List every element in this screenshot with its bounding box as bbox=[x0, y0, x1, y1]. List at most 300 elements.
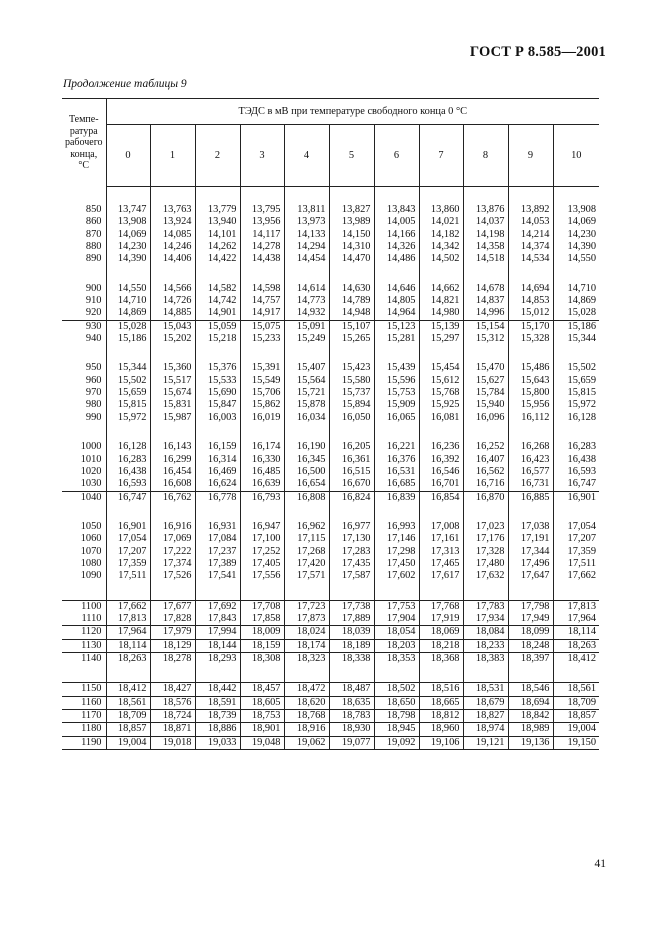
emf-value-cell: 14,821 bbox=[419, 295, 463, 307]
emf-value-cell: 15,407 bbox=[284, 362, 329, 374]
emf-value-cell: 17,587 bbox=[329, 570, 374, 582]
table-row bbox=[62, 478, 599, 491]
emf-value-cell: 15,753 bbox=[374, 387, 419, 399]
emf-value-cell: 14,486 bbox=[374, 253, 419, 265]
emf-value-cell: 15,909 bbox=[374, 399, 419, 411]
emf-value-cell: 16,901 bbox=[553, 491, 599, 504]
emf-value-cell: 16,283 bbox=[553, 441, 599, 453]
temperature-cell: 970 bbox=[85, 387, 102, 399]
table-row bbox=[62, 441, 599, 453]
emf-value-cell: 18,871 bbox=[150, 723, 195, 736]
column-header-0: 0 bbox=[106, 125, 150, 187]
emf-value-cell: 18,783 bbox=[329, 710, 374, 723]
emf-value-cell: 16,190 bbox=[284, 441, 329, 453]
emf-value-cell: 18,561 bbox=[553, 683, 599, 696]
emf-value-cell: 16,019 bbox=[240, 412, 284, 424]
emf-value-cell: 17,069 bbox=[150, 533, 195, 545]
emf-value-cell: 16,283 bbox=[106, 454, 150, 466]
emf-value-cell: 14,518 bbox=[463, 253, 508, 265]
emf-value-cell: 14,150 bbox=[329, 229, 374, 241]
emf-value-cell: 15,139 bbox=[419, 320, 463, 333]
emf-value-cell: 16,034 bbox=[284, 412, 329, 424]
emf-value-cell: 18,174 bbox=[284, 639, 329, 652]
emf-value-cell: 18,129 bbox=[150, 639, 195, 652]
emf-value-cell: 18,293 bbox=[195, 652, 240, 665]
emf-value-cell: 16,793 bbox=[240, 491, 284, 504]
emf-value-cell: 16,977 bbox=[329, 521, 374, 533]
emf-value-cell: 16,376 bbox=[374, 454, 419, 466]
emf-value-cell: 16,808 bbox=[284, 491, 329, 504]
emf-value-cell: 15,627 bbox=[463, 375, 508, 387]
emf-value-cell: 17,798 bbox=[508, 600, 553, 613]
emf-value-cell: 17,435 bbox=[329, 558, 374, 570]
emf-value-cell: 15,470 bbox=[463, 362, 508, 374]
table-row bbox=[62, 710, 599, 723]
temperature-cell: 1140 bbox=[62, 652, 106, 665]
emf-value-cell: 18,263 bbox=[106, 652, 150, 665]
emf-value-cell: 15,517 bbox=[150, 375, 195, 387]
emf-value-cell: 18,842 bbox=[508, 710, 553, 723]
emf-value-cell: 16,639 bbox=[240, 478, 284, 491]
emf-value-cell: 18,412 bbox=[106, 683, 150, 696]
emf-value-cell: 15,502 bbox=[106, 375, 150, 387]
emf-value-cell: 16,885 bbox=[508, 491, 553, 504]
emf-value-cell: 18,989 bbox=[508, 723, 553, 736]
emf-value-cell: 17,511 bbox=[106, 570, 150, 582]
emf-value-cell: 17,602 bbox=[374, 570, 419, 582]
emf-value-cell: 14,358 bbox=[463, 241, 508, 253]
emf-value-cell: 15,674 bbox=[150, 387, 195, 399]
table-row bbox=[62, 333, 599, 345]
emf-value-cell: 14,117 bbox=[240, 229, 284, 241]
emf-value-cell: 15,987 bbox=[150, 412, 195, 424]
emf-value-cell: 18,218 bbox=[419, 639, 463, 652]
table-row bbox=[62, 204, 599, 216]
emf-value-cell: 19,004 bbox=[553, 723, 599, 736]
column-header-2: 2 bbox=[195, 125, 240, 187]
emf-value-cell: 18,084 bbox=[463, 626, 508, 639]
emf-value-cell: 14,390 bbox=[553, 241, 599, 253]
emf-value-cell: 17,813 bbox=[553, 600, 599, 613]
emf-value-cell: 14,166 bbox=[374, 229, 419, 241]
emf-value-cell: 15,091 bbox=[284, 320, 329, 333]
emf-value-cell: 15,925 bbox=[419, 399, 463, 411]
emf-value-cell: 17,571 bbox=[284, 570, 329, 582]
emf-value-cell: 15,391 bbox=[240, 362, 284, 374]
table-row bbox=[62, 696, 599, 709]
group-spacer bbox=[62, 424, 599, 441]
emf-value-cell: 14,310 bbox=[329, 241, 374, 253]
emf-value-cell: 13,908 bbox=[553, 204, 599, 216]
emf-value-cell: 18,827 bbox=[463, 710, 508, 723]
emf-value-cell: 15,815 bbox=[553, 387, 599, 399]
emf-value-cell: 16,685 bbox=[374, 478, 419, 491]
column-header-8: 8 bbox=[463, 125, 508, 187]
table-row bbox=[62, 652, 599, 665]
emf-value-cell: 16,916 bbox=[150, 521, 195, 533]
emf-value-cell: 14,037 bbox=[463, 216, 508, 228]
table-row bbox=[62, 723, 599, 736]
emf-value-cell: 16,608 bbox=[150, 478, 195, 491]
emf-value-cell: 16,962 bbox=[284, 521, 329, 533]
emf-value-cell: 16,143 bbox=[150, 441, 195, 453]
emf-value-cell: 19,004 bbox=[106, 736, 150, 749]
emf-value-cell: 13,924 bbox=[150, 216, 195, 228]
emf-value-cell: 16,870 bbox=[463, 491, 508, 504]
temperature-cell: 880 bbox=[85, 241, 102, 253]
emf-value-cell: 17,949 bbox=[508, 613, 553, 626]
emf-value-cell: 17,328 bbox=[463, 546, 508, 558]
emf-value-cell: 15,028 bbox=[106, 320, 150, 333]
table-row bbox=[62, 639, 599, 652]
emf-value-cell: 18,397 bbox=[508, 652, 553, 665]
emf-value-cell: 17,389 bbox=[195, 558, 240, 570]
emf-value-cell: 16,701 bbox=[419, 478, 463, 491]
emf-value-cell: 15,972 bbox=[553, 399, 599, 411]
emf-value-cell: 15,312 bbox=[463, 333, 508, 345]
temperature-cell: 1050 bbox=[80, 520, 102, 532]
emf-value-cell: 18,650 bbox=[374, 696, 419, 709]
emf-value-cell: 15,186 bbox=[106, 333, 150, 345]
emf-value-cell: 16,747 bbox=[553, 478, 599, 491]
emf-value-cell: 17,632 bbox=[463, 570, 508, 582]
emf-value-cell: 14,133 bbox=[284, 229, 329, 241]
emf-value-cell: 18,974 bbox=[463, 723, 508, 736]
emf-value-cell: 17,374 bbox=[150, 558, 195, 570]
emf-value-cell: 14,582 bbox=[195, 283, 240, 295]
emf-value-cell: 15,612 bbox=[419, 375, 463, 387]
emf-value-cell: 16,778 bbox=[195, 491, 240, 504]
emf-value-cell: 14,342 bbox=[419, 241, 463, 253]
emf-value-cell: 13,763 bbox=[150, 204, 195, 216]
emf-value-cell: 14,678 bbox=[463, 283, 508, 295]
temperature-cell: 1060 bbox=[80, 533, 102, 545]
temperature-cell: 860 bbox=[85, 216, 102, 228]
emf-value-cell: 15,533 bbox=[195, 375, 240, 387]
table-row bbox=[62, 399, 599, 411]
emf-value-cell: 18,945 bbox=[374, 723, 419, 736]
emf-value-cell: 15,012 bbox=[508, 307, 553, 320]
emf-value-cell: 18,189 bbox=[329, 639, 374, 652]
emf-value-cell: 15,281 bbox=[374, 333, 419, 345]
emf-value-cell: 13,876 bbox=[463, 204, 508, 216]
emf-value-cell: 14,837 bbox=[463, 295, 508, 307]
emf-value-cell: 16,562 bbox=[463, 466, 508, 478]
emf-value-cell: 13,843 bbox=[374, 204, 419, 216]
emf-value-cell: 17,222 bbox=[150, 546, 195, 558]
column-header-4: 4 bbox=[284, 125, 329, 187]
temperature-cell: 1120 bbox=[62, 626, 106, 639]
emf-value-cell: 15,454 bbox=[419, 362, 463, 374]
temperature-cell: 1030 bbox=[80, 478, 102, 490]
temperature-cell: 1180 bbox=[62, 723, 106, 736]
emf-value-cell: 17,541 bbox=[195, 570, 240, 582]
emf-value-cell: 14,262 bbox=[195, 241, 240, 253]
table-row bbox=[62, 229, 599, 241]
temperature-cell: 1100 bbox=[62, 600, 106, 613]
emf-value-cell: 15,596 bbox=[374, 375, 419, 387]
emf-value-cell: 14,550 bbox=[553, 253, 599, 265]
emf-value-cell: 19,077 bbox=[329, 736, 374, 749]
emf-value-cell: 18,203 bbox=[374, 639, 419, 652]
emf-value-cell: 16,423 bbox=[508, 454, 553, 466]
emf-value-cell: 17,919 bbox=[419, 613, 463, 626]
emf-value-cell: 15,186 bbox=[553, 320, 599, 333]
emf-value-cell: 18,159 bbox=[240, 639, 284, 652]
emf-value-cell: 16,515 bbox=[329, 466, 374, 478]
emf-value-cell: 18,916 bbox=[284, 723, 329, 736]
emf-value-cell: 14,710 bbox=[553, 283, 599, 295]
emf-value-cell: 16,174 bbox=[240, 441, 284, 453]
emf-value-cell: 16,345 bbox=[284, 454, 329, 466]
emf-value-cell: 17,617 bbox=[419, 570, 463, 582]
emf-value-cell: 14,053 bbox=[508, 216, 553, 228]
emf-value-cell: 14,789 bbox=[329, 295, 374, 307]
emf-value-cell: 16,577 bbox=[508, 466, 553, 478]
emf-value-cell: 17,130 bbox=[329, 533, 374, 545]
emf-value-cell: 17,964 bbox=[106, 626, 150, 639]
emf-value-cell: 15,249 bbox=[284, 333, 329, 345]
emf-value-cell: 18,546 bbox=[508, 683, 553, 696]
emf-value-cell: 14,230 bbox=[553, 229, 599, 241]
emf-value-cell: 15,659 bbox=[106, 387, 150, 399]
emf-value-cell: 14,964 bbox=[374, 307, 419, 320]
emf-value-cell: 15,297 bbox=[419, 333, 463, 345]
emf-value-cell: 18,709 bbox=[106, 710, 150, 723]
emf-value-cell: 16,438 bbox=[106, 466, 150, 478]
emf-value-cell: 18,457 bbox=[240, 683, 284, 696]
emf-value-cell: 18,114 bbox=[106, 639, 150, 652]
emf-value-cell: 17,359 bbox=[106, 558, 150, 570]
emf-value-cell: 16,762 bbox=[150, 491, 195, 504]
emf-value-cell: 15,344 bbox=[553, 333, 599, 345]
emf-value-cell: 16,330 bbox=[240, 454, 284, 466]
emf-value-cell: 13,811 bbox=[284, 204, 329, 216]
emf-value-cell: 15,233 bbox=[240, 333, 284, 345]
emf-value-cell: 17,647 bbox=[508, 570, 553, 582]
emf-value-cell: 16,624 bbox=[195, 478, 240, 491]
emf-value-cell: 17,934 bbox=[463, 613, 508, 626]
emf-value-cell: 18,709 bbox=[553, 696, 599, 709]
emf-value-cell: 14,230 bbox=[106, 241, 150, 253]
temperature-cell: 960 bbox=[85, 374, 102, 386]
emf-value-cell: 13,795 bbox=[240, 204, 284, 216]
temperature-cell: 870 bbox=[85, 228, 102, 240]
emf-value-cell: 14,757 bbox=[240, 295, 284, 307]
table-row bbox=[62, 253, 599, 265]
column-header-5: 5 bbox=[329, 125, 374, 187]
temperature-cell: 1070 bbox=[80, 545, 102, 557]
emf-value-cell: 14,646 bbox=[374, 283, 419, 295]
temperature-cell: 1170 bbox=[62, 710, 106, 723]
temperature-cell: 920 bbox=[85, 307, 102, 319]
temperature-cell: 1130 bbox=[62, 639, 106, 652]
table-row bbox=[62, 375, 599, 387]
emf-value-cell: 17,146 bbox=[374, 533, 419, 545]
emf-value-cell: 18,427 bbox=[150, 683, 195, 696]
temperature-cell: 890 bbox=[85, 253, 102, 265]
emf-value-cell: 18,233 bbox=[463, 639, 508, 652]
emf-value-cell: 15,800 bbox=[508, 387, 553, 399]
emf-value-cell: 17,480 bbox=[463, 558, 508, 570]
emf-value-cell: 18,502 bbox=[374, 683, 419, 696]
table-row bbox=[62, 283, 599, 295]
emf-value-cell: 15,815 bbox=[106, 399, 150, 411]
emf-value-cell: 18,144 bbox=[195, 639, 240, 652]
emf-value-cell: 17,008 bbox=[419, 521, 463, 533]
table-row bbox=[62, 683, 599, 696]
emf-value-cell: 17,268 bbox=[284, 546, 329, 558]
emf-value-cell: 18,278 bbox=[150, 652, 195, 665]
table-row bbox=[62, 533, 599, 545]
emf-value-cell: 18,263 bbox=[553, 639, 599, 652]
emf-value-cell: 17,511 bbox=[553, 558, 599, 570]
emf-value-cell: 16,593 bbox=[106, 478, 150, 491]
emf-value-cell: 18,472 bbox=[284, 683, 329, 696]
emf-value-cell: 17,889 bbox=[329, 613, 374, 626]
table-row bbox=[62, 216, 599, 228]
emf-value-cell: 15,643 bbox=[508, 375, 553, 387]
group-spacer bbox=[62, 665, 599, 683]
emf-value-cell: 18,323 bbox=[284, 652, 329, 665]
emf-value-cell: 15,564 bbox=[284, 375, 329, 387]
emf-value-cell: 15,344 bbox=[106, 362, 150, 374]
emf-value-cell: 15,784 bbox=[463, 387, 508, 399]
emf-value-cell: 18,368 bbox=[419, 652, 463, 665]
temperature-cell: 980 bbox=[85, 399, 102, 411]
emf-value-cell: 13,973 bbox=[284, 216, 329, 228]
table-row bbox=[62, 320, 599, 333]
temperature-column-header: Темпе- ратура рабочего конца, °С bbox=[62, 99, 106, 187]
emf-value-cell: 16,824 bbox=[329, 491, 374, 504]
emf-value-cell: 16,654 bbox=[284, 478, 329, 491]
emf-value-cell: 16,096 bbox=[463, 412, 508, 424]
emf-value-cell: 17,556 bbox=[240, 570, 284, 582]
emf-value-cell: 16,931 bbox=[195, 521, 240, 533]
emf-value-cell: 15,737 bbox=[329, 387, 374, 399]
emf-value-cell: 18,679 bbox=[463, 696, 508, 709]
emf-value-cell: 16,747 bbox=[106, 491, 150, 504]
temperature-cell: 1150 bbox=[62, 683, 106, 696]
emf-value-cell: 16,236 bbox=[419, 441, 463, 453]
emf-value-cell: 14,438 bbox=[240, 253, 284, 265]
emf-value-cell: 14,502 bbox=[419, 253, 463, 265]
temperature-cell: 1090 bbox=[80, 570, 102, 582]
emf-value-cell: 17,405 bbox=[240, 558, 284, 570]
emf-value-cell: 14,948 bbox=[329, 307, 374, 320]
temperature-cell: 910 bbox=[85, 295, 102, 307]
emf-value-cell: 15,423 bbox=[329, 362, 374, 374]
emf-value-cell: 14,021 bbox=[419, 216, 463, 228]
emf-value-cell: 16,159 bbox=[195, 441, 240, 453]
emf-value-cell: 14,470 bbox=[329, 253, 374, 265]
emf-value-cell: 15,059 bbox=[195, 320, 240, 333]
emf-value-cell: 15,218 bbox=[195, 333, 240, 345]
emf-value-cell: 15,075 bbox=[240, 320, 284, 333]
emf-value-cell: 14,374 bbox=[508, 241, 553, 253]
emf-value-cell: 16,268 bbox=[508, 441, 553, 453]
emf-value-cell: 15,486 bbox=[508, 362, 553, 374]
standard-title: ГОСТ Р 8.585—2001 bbox=[469, 44, 606, 60]
emf-value-cell: 18,009 bbox=[240, 626, 284, 639]
emf-value-cell: 17,283 bbox=[329, 546, 374, 558]
emf-value-cell: 16,314 bbox=[195, 454, 240, 466]
emf-value-cell: 13,956 bbox=[240, 216, 284, 228]
emf-value-cell: 18,857 bbox=[106, 723, 150, 736]
emf-value-cell: 14,294 bbox=[284, 241, 329, 253]
temperature-cell: 1010 bbox=[80, 453, 102, 465]
emf-value-cell: 18,099 bbox=[508, 626, 553, 639]
emf-value-cell: 14,566 bbox=[150, 283, 195, 295]
emf-value-cell: 16,546 bbox=[419, 466, 463, 478]
emf-value-cell: 19,018 bbox=[150, 736, 195, 749]
emf-value-cell: 16,392 bbox=[419, 454, 463, 466]
emf-value-cell: 15,328 bbox=[508, 333, 553, 345]
table-continuation-caption: Продолжение таблицы 9 bbox=[63, 78, 187, 90]
emf-value-cell: 16,839 bbox=[374, 491, 419, 504]
emf-value-cell: 14,598 bbox=[240, 283, 284, 295]
emf-value-cell: 13,989 bbox=[329, 216, 374, 228]
table-row bbox=[62, 241, 599, 253]
column-header-1: 1 bbox=[150, 125, 195, 187]
emf-value-cell: 16,299 bbox=[150, 454, 195, 466]
emf-value-cell: 18,576 bbox=[150, 696, 195, 709]
emf-value-cell: 14,662 bbox=[419, 283, 463, 295]
emf-value-cell: 15,878 bbox=[284, 399, 329, 411]
column-header-3: 3 bbox=[240, 125, 284, 187]
emf-value-cell: 13,747 bbox=[106, 204, 150, 216]
emf-value-cell: 17,054 bbox=[106, 533, 150, 545]
emf-value-cell: 18,886 bbox=[195, 723, 240, 736]
emf-value-cell: 14,901 bbox=[195, 307, 240, 320]
emf-value-cell: 18,812 bbox=[419, 710, 463, 723]
emf-value-cell: 14,326 bbox=[374, 241, 419, 253]
column-header-6: 6 bbox=[374, 125, 419, 187]
emf-value-cell: 18,901 bbox=[240, 723, 284, 736]
table-row bbox=[62, 626, 599, 639]
table-row bbox=[62, 491, 599, 504]
emf-value-cell: 15,265 bbox=[329, 333, 374, 345]
emf-value-cell: 18,857 bbox=[553, 710, 599, 723]
emf-value-cell: 17,994 bbox=[195, 626, 240, 639]
emf-value-cell: 17,783 bbox=[463, 600, 508, 613]
emf-value-cell: 17,496 bbox=[508, 558, 553, 570]
emf-value-cell: 15,721 bbox=[284, 387, 329, 399]
emf-value-cell: 13,779 bbox=[195, 204, 240, 216]
emf-value-cell: 18,516 bbox=[419, 683, 463, 696]
emf-value-cell: 18,561 bbox=[106, 696, 150, 709]
emf-value-cell: 15,940 bbox=[463, 399, 508, 411]
emf-value-cell: 14,390 bbox=[106, 253, 150, 265]
emf-value-cell: 14,980 bbox=[419, 307, 463, 320]
table-row bbox=[62, 558, 599, 570]
emf-value-cell: 15,894 bbox=[329, 399, 374, 411]
emf-value-cell: 17,662 bbox=[553, 570, 599, 582]
emf-value-cell: 16,361 bbox=[329, 454, 374, 466]
emf-value-cell: 14,454 bbox=[284, 253, 329, 265]
emf-value-cell: 16,854 bbox=[419, 491, 463, 504]
emf-value-cell: 14,805 bbox=[374, 295, 419, 307]
emf-value-cell: 17,161 bbox=[419, 533, 463, 545]
emf-value-cell: 14,085 bbox=[150, 229, 195, 241]
emf-value-cell: 15,549 bbox=[240, 375, 284, 387]
emf-value-cell: 14,694 bbox=[508, 283, 553, 295]
page-number: 41 bbox=[594, 858, 606, 870]
emf-value-cell: 17,723 bbox=[284, 600, 329, 613]
emf-value-cell: 14,932 bbox=[284, 307, 329, 320]
table-row bbox=[62, 570, 599, 582]
emf-value-cell: 18,024 bbox=[284, 626, 329, 639]
